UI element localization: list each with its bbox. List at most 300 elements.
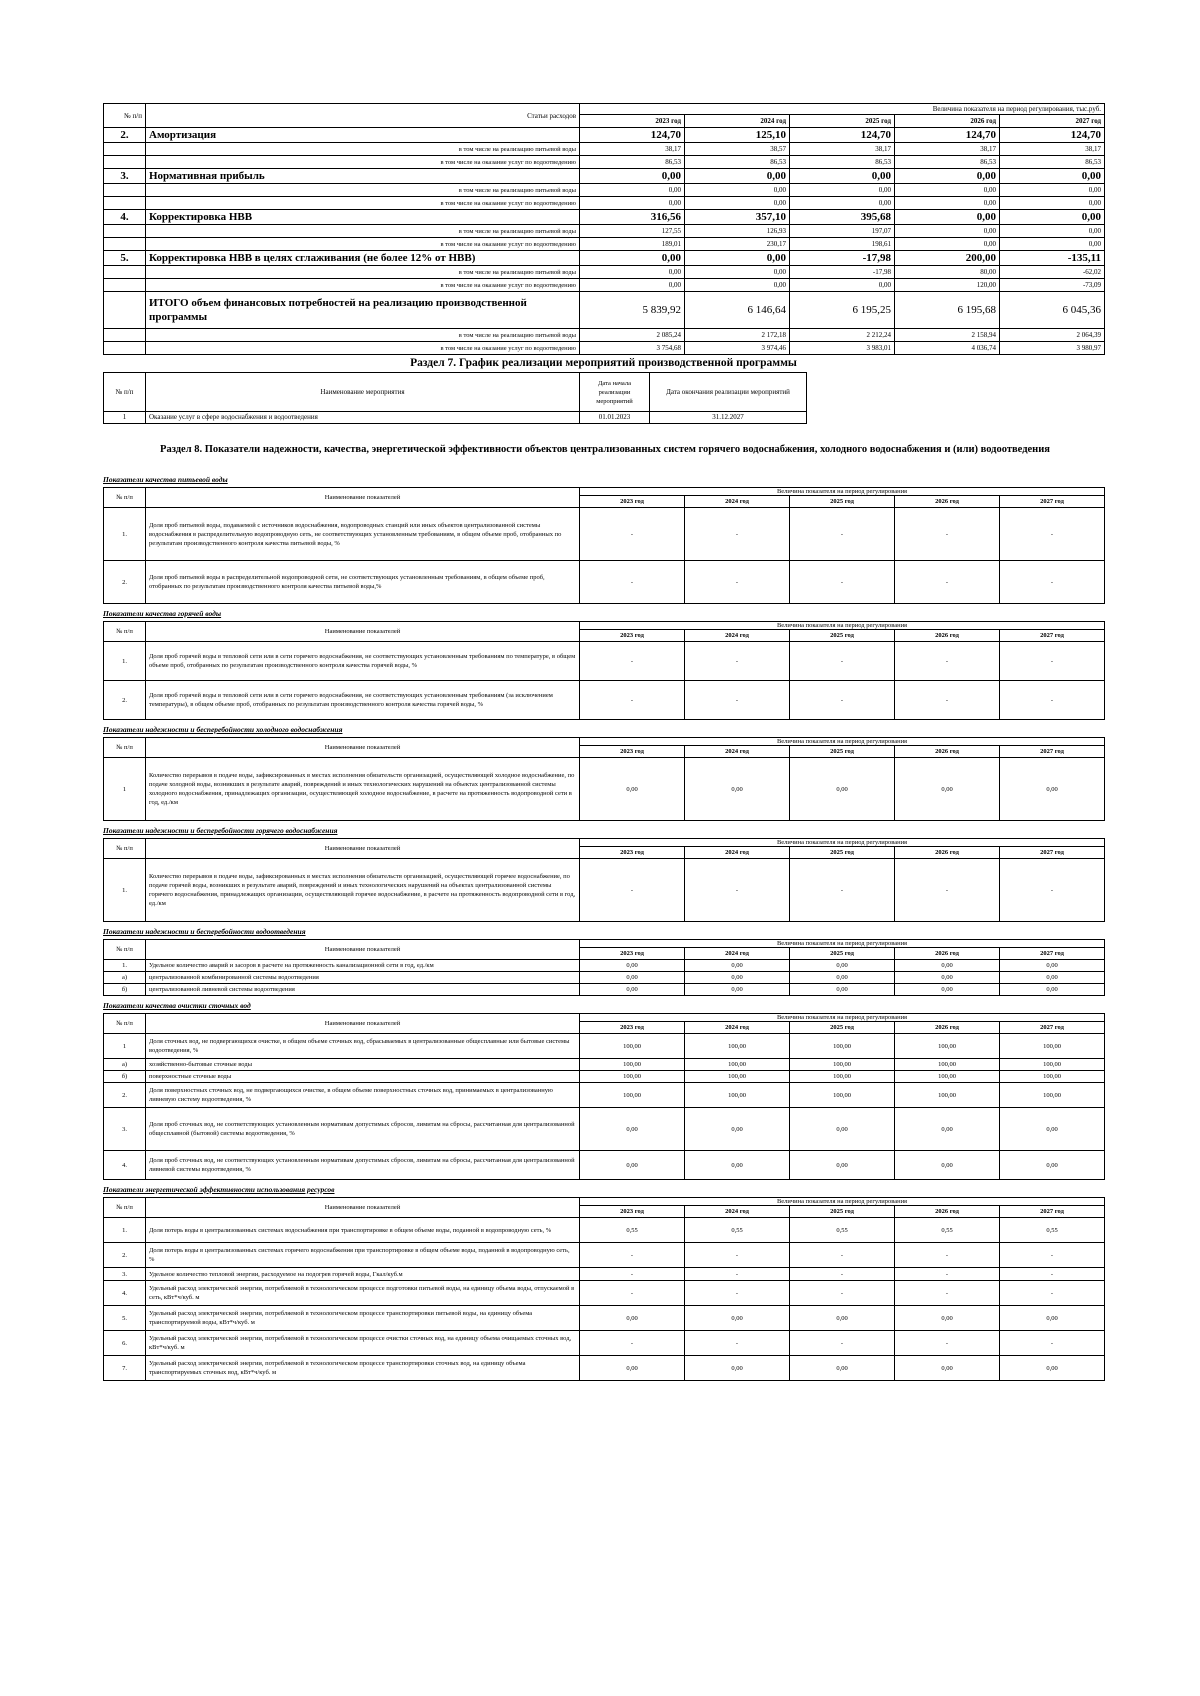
costs-row-value: 230,17 — [685, 238, 790, 251]
costs-header-name: Статьи расходов — [146, 104, 580, 128]
costs-row-value: 357,10 — [685, 210, 790, 225]
indicator-row-value: - — [580, 859, 685, 922]
indicator-row-name: Доля проб горячей воды в тепловой сети или в сети горячего водоснабжения, не соответствующих установленным требованиям (за исключением температуры), в общем объеме проб, отобранных по результатам производственного контроля качества горячей воды, % — [146, 681, 580, 720]
block-caption: Показатели надежности и бесперебойности горячего водоснабжения — [103, 826, 338, 835]
costs-row-value: 198,61 — [790, 238, 895, 251]
indicator-row-name: Доля проб питьевой воды, подаваемой с источников водоснабжения, водопроводных станций или иных объектов централизованной системы водоснабжения в распределительную водопроводную сеть, не соответствующих установленным требованиям, в общем объеме проб, отобранных по результатам производственного контроля качества питьевой воды, % — [146, 508, 580, 561]
costs-year: 2027 год — [1000, 115, 1105, 128]
costs-row-value: 2 064,39 — [1000, 329, 1105, 342]
costs-row-value: 2 212,24 — [790, 329, 895, 342]
costs-row-value: 6 045,36 — [1000, 292, 1105, 329]
indicator-row-value: - — [790, 1243, 895, 1268]
indicator-row-num: 1. — [104, 1218, 146, 1243]
costs-row-value: 0,00 — [895, 238, 1000, 251]
indicator-row-value: 0,00 — [685, 1151, 790, 1180]
indicator-year: 2027 год — [1000, 847, 1105, 859]
costs-row-name: в том числе на реализацию питьевой воды — [146, 184, 580, 197]
indicator-row-value: 100,00 — [580, 1034, 685, 1059]
schedule-header-num: № п/п — [104, 373, 146, 412]
indicator-row-value: 0,00 — [580, 758, 685, 821]
indicator-row — [104, 972, 1105, 984]
indicator-row-value: 100,00 — [1000, 1071, 1105, 1083]
indicator-row — [104, 960, 1105, 972]
costs-row-value: 3 754,68 — [580, 342, 685, 355]
costs-row — [104, 184, 1105, 197]
indicator-row-name: Доля сточных вод, не подвергающихся очистке, в общем объеме сточных вод, сбрасываемых в централизованные общесплавные или бытовые системы водоотведения, % — [146, 1034, 580, 1059]
indicator-row-name: Количество перерывов в подаче воды, зафиксированных в местах исполнения обязательств организацией, осуществляющей горячее водоснабжение, по подаче горячей воды, возникших в результате аварий, повреждений и иных технологических нарушений на объектах централизованной системы горячего водоснабжения, принадлежащих организации, осуществляющей горячее водоснабжение, в расчете на протяженность водопроводной сети в год, ед./км — [146, 859, 580, 922]
schedule-row — [104, 412, 807, 424]
costs-row-num — [104, 238, 146, 251]
indicator-row-name: централизованной комбинированной системы водоотведения — [146, 972, 580, 984]
indicator-row-value: - — [580, 1243, 685, 1268]
costs-row-num — [104, 329, 146, 342]
costs-row-value: 0,00 — [685, 197, 790, 210]
costs-row — [104, 210, 1105, 225]
indicator-row — [104, 758, 1105, 821]
indicator-row-num: 5. — [104, 1306, 146, 1331]
costs-row — [104, 169, 1105, 184]
costs-row-value: 0,00 — [1000, 238, 1105, 251]
indicator-row-value: - — [580, 681, 685, 720]
costs-row-value: 38,17 — [790, 143, 895, 156]
costs-header-num: № п/п — [104, 104, 146, 128]
costs-row-num — [104, 156, 146, 169]
costs-row-value: 3 974,46 — [685, 342, 790, 355]
indicator-header-num: № п/п — [104, 488, 146, 508]
indicator-row-value: 0,00 — [1000, 984, 1105, 996]
costs-row-name: ИТОГО объем финансовых потребностей на реализацию производственной программы — [146, 292, 580, 329]
costs-row-value: 0,00 — [1000, 210, 1105, 225]
section8-title: Раздел 8. Показатели надежности, качества, энергетической эффективности объектов централизованных систем горячего водоснабжения, холодного водоснабжения и (или) водоотведения — [160, 444, 1050, 455]
indicator-row-value: - — [790, 1268, 895, 1281]
indicator-row — [104, 1306, 1105, 1331]
indicator-header-num: № п/п — [104, 940, 146, 960]
indicator-row-value: 0,00 — [1000, 960, 1105, 972]
indicator-row — [104, 561, 1105, 604]
costs-row — [104, 251, 1105, 266]
indicator-row — [104, 1331, 1105, 1356]
indicator-row-name: хозяйственно-бытовые сточные воды — [146, 1059, 580, 1071]
indicator-row-value: 0,00 — [1000, 1306, 1105, 1331]
costs-row-name: в том числе на оказание услуг по водоотведению — [146, 342, 580, 355]
indicator-row-value: - — [895, 1268, 1000, 1281]
indicator-row-value: 100,00 — [685, 1071, 790, 1083]
costs-row-name: в том числе на реализацию питьевой воды — [146, 266, 580, 279]
costs-row-value: 127,55 — [580, 225, 685, 238]
costs-row-num — [104, 225, 146, 238]
indicator-row-num: б) — [104, 1071, 146, 1083]
indicator-row-num: 7. — [104, 1356, 146, 1381]
indicator-row-value: 0,00 — [580, 1108, 685, 1151]
indicator-year: 2027 год — [1000, 630, 1105, 642]
indicator-row-value: 100,00 — [790, 1071, 895, 1083]
indicator-row-value: - — [1000, 1243, 1105, 1268]
indicator-row-value: - — [1000, 1268, 1105, 1281]
costs-row-name: Амортизация — [146, 128, 580, 143]
costs-row-num — [104, 197, 146, 210]
costs-row-value: 86,53 — [895, 156, 1000, 169]
indicator-row-value: 100,00 — [685, 1034, 790, 1059]
indicator-row-num: 3. — [104, 1268, 146, 1281]
costs-row-name: Нормативная прибыль — [146, 169, 580, 184]
indicator-row-value: 0,00 — [1000, 1108, 1105, 1151]
costs-row — [104, 292, 1105, 329]
costs-table — [103, 103, 1105, 355]
indicator-row-name: централизованной ливневой системы водоотведения — [146, 984, 580, 996]
indicator-row-name: Удельное количество тепловой энергии, расходуемое на подогрев горячей воды, Гкал/куб.м — [146, 1268, 580, 1281]
costs-row-value: 0,00 — [685, 266, 790, 279]
costs-row-value: 0,00 — [895, 225, 1000, 238]
indicator-header-value: Величина показателя на период регулирования — [580, 738, 1105, 746]
costs-row-value: 6 195,68 — [895, 292, 1000, 329]
indicator-row — [104, 1243, 1105, 1268]
indicator-row-value: 0,00 — [790, 758, 895, 821]
indicator-row-name: поверхностные сточные воды — [146, 1071, 580, 1083]
indicator-row-value: 0,00 — [580, 984, 685, 996]
costs-row-value: 3 980,97 — [1000, 342, 1105, 355]
indicator-row-value: - — [790, 859, 895, 922]
schedule-header-start: Дата начала реализации мероприятий — [580, 373, 650, 412]
costs-row-value: 0,00 — [895, 169, 1000, 184]
costs-row-value: -73,09 — [1000, 279, 1105, 292]
indicator-row-value: 0,00 — [580, 1306, 685, 1331]
costs-row-value: 0,00 — [895, 197, 1000, 210]
indicator-year: 2027 год — [1000, 496, 1105, 508]
indicator-header-name: Наименование показателей — [146, 1014, 580, 1034]
indicator-row-value: - — [1000, 561, 1105, 604]
indicator-row-num: 1. — [104, 508, 146, 561]
indicator-row — [104, 1281, 1105, 1306]
indicator-row-value: - — [685, 859, 790, 922]
indicator-row-value: 100,00 — [895, 1034, 1000, 1059]
costs-row-num — [104, 266, 146, 279]
indicator-row-value: 100,00 — [580, 1083, 685, 1108]
costs-row-value: -17,98 — [790, 266, 895, 279]
indicator-row-value: 0,00 — [790, 1108, 895, 1151]
costs-row-value: -135,11 — [1000, 251, 1105, 266]
indicator-row-value: - — [790, 1281, 895, 1306]
indicator-row-name: Доля проб горячей воды в тепловой сети или в сети горячего водоснабжения, не соответствующих установленным требованиям по температуре, в общем объеме проб, отобранных по результатам производственного контроля качества горячей воды, % — [146, 642, 580, 681]
indicator-table — [103, 1013, 1105, 1180]
indicator-row — [104, 681, 1105, 720]
costs-row-value: 0,00 — [580, 169, 685, 184]
indicator-header-num: № п/п — [104, 738, 146, 758]
costs-row-value: 200,00 — [895, 251, 1000, 266]
indicator-row — [104, 1071, 1105, 1083]
indicator-row-value: - — [895, 508, 1000, 561]
indicator-row-value: - — [1000, 642, 1105, 681]
costs-row — [104, 329, 1105, 342]
indicator-row-num: 1. — [104, 960, 146, 972]
indicator-year: 2026 год — [895, 496, 1000, 508]
indicator-row-value: 0,00 — [895, 1306, 1000, 1331]
costs-row-value: 4 036,74 — [895, 342, 1000, 355]
indicator-row-value: - — [685, 508, 790, 561]
indicator-year: 2027 год — [1000, 948, 1105, 960]
costs-row-num: 4. — [104, 210, 146, 225]
indicator-year: 2024 год — [685, 1022, 790, 1034]
costs-row-num — [104, 143, 146, 156]
costs-row-value: 86,53 — [1000, 156, 1105, 169]
indicator-header-value: Величина показателя на период регулирования — [580, 839, 1105, 847]
indicator-row-name: Доля проб сточных вод, не соответствующих установленным нормативам допустимых сбросов, лимитам на сбросы, рассчитанная для централизованной общесплавной (бытовой) системы водоотведения, % — [146, 1108, 580, 1151]
indicator-row-value: - — [790, 508, 895, 561]
indicator-row-value: - — [895, 681, 1000, 720]
costs-row-name: в том числе на оказание услуг по водоотведению — [146, 279, 580, 292]
indicator-row-name: Удельный расход электрической энергии, потребляемой в технологическом процессе транспортировки сточных вод, на единицу объема транспортируемых сточных вод, кВт*ч/куб. м — [146, 1356, 580, 1381]
indicator-row-name: Удельное количество аварий и засоров в расчете на протяженность канализационной сети в год, ед./км — [146, 960, 580, 972]
indicator-row-value: 100,00 — [790, 1083, 895, 1108]
indicator-row-value: 100,00 — [1000, 1083, 1105, 1108]
indicator-header-name: Наименование показателей — [146, 839, 580, 859]
costs-row-value: 124,70 — [895, 128, 1000, 143]
indicator-year: 2024 год — [685, 630, 790, 642]
indicator-row-value: - — [580, 1331, 685, 1356]
indicator-table — [103, 939, 1105, 996]
indicator-header-value: Величина показателя на период регулирования — [580, 488, 1105, 496]
costs-year: 2024 год — [685, 115, 790, 128]
costs-year: 2025 год — [790, 115, 895, 128]
costs-row-value: 6 195,25 — [790, 292, 895, 329]
indicator-row-value: - — [790, 642, 895, 681]
indicator-row-name: Доля потерь воды в централизованных системах горячего водоснабжения при транспортировке в общем объеме воды, поданной в водопроводную сеть, % — [146, 1243, 580, 1268]
costs-row-name: в том числе на оказание услуг по водоотведению — [146, 156, 580, 169]
schedule-table — [103, 372, 807, 424]
costs-header-value: Величина показателя на период регулирования, тыс.руб. — [580, 104, 1105, 115]
costs-row — [104, 342, 1105, 355]
section7-title: Раздел 7. График реализации мероприятий производственной программы — [410, 357, 797, 369]
indicator-row-value: 0,55 — [895, 1218, 1000, 1243]
indicator-row-value: - — [790, 561, 895, 604]
costs-row-value: 395,68 — [790, 210, 895, 225]
costs-row — [104, 225, 1105, 238]
indicator-row-value: 0,00 — [895, 960, 1000, 972]
indicator-row — [104, 859, 1105, 922]
indicator-header-name: Наименование показателей — [146, 738, 580, 758]
indicator-header-num: № п/п — [104, 1198, 146, 1218]
costs-row-value: 0,00 — [1000, 197, 1105, 210]
indicator-row-value: 0,55 — [790, 1218, 895, 1243]
indicator-row-value: 0,00 — [685, 984, 790, 996]
block-caption: Показатели качества питьевой воды — [103, 475, 228, 484]
indicator-year: 2023 год — [580, 496, 685, 508]
indicator-row-name: Количество перерывов в подаче воды, зафиксированных в местах исполнения обязательств организацией, осуществляющей холодное водоснабжение, по подаче холодной воды, возникших в результате аварий, повреждений и иных технологических нарушений на объектах централизованной системы холодного водоснабжения, принадлежащих организации, осуществляющей холодное водоснабжение, в расчете на протяженность водопроводной сети в год, ед./км — [146, 758, 580, 821]
indicator-year: 2026 год — [895, 746, 1000, 758]
indicator-year: 2025 год — [790, 1206, 895, 1218]
indicator-row-name: Доля проб питьевой воды в распределительной водопроводной сети, не соответствующих установленным требованиям, в общем объеме проб, отобранных по результатам производственного контроля качества питьевой воды,% — [146, 561, 580, 604]
indicator-row-value: 0,00 — [895, 1151, 1000, 1180]
costs-row-value: 189,01 — [580, 238, 685, 251]
schedule-header-end: Дата окончания реализации мероприятий — [650, 373, 807, 412]
costs-row-num — [104, 184, 146, 197]
indicator-row-value: 0,55 — [580, 1218, 685, 1243]
costs-row — [104, 197, 1105, 210]
indicator-year: 2023 год — [580, 630, 685, 642]
indicator-row-value: - — [1000, 508, 1105, 561]
indicator-row-value: 0,00 — [580, 1151, 685, 1180]
indicator-table — [103, 1197, 1105, 1381]
indicator-row — [104, 508, 1105, 561]
indicator-row-num: 4. — [104, 1281, 146, 1306]
costs-row-value: 316,56 — [580, 210, 685, 225]
indicator-row-value: 100,00 — [790, 1059, 895, 1071]
indicator-year: 2024 год — [685, 746, 790, 758]
indicator-row — [104, 1151, 1105, 1180]
indicator-year: 2023 год — [580, 1022, 685, 1034]
costs-row-value: 0,00 — [790, 197, 895, 210]
indicator-header-value: Величина показателя на период регулирования — [580, 1014, 1105, 1022]
costs-row-value: 80,00 — [895, 266, 1000, 279]
indicator-row-value: 0,00 — [685, 972, 790, 984]
costs-row-value: 0,00 — [685, 251, 790, 266]
costs-row-value: 0,00 — [790, 184, 895, 197]
block-caption: Показатели качества очистки сточных вод — [103, 1001, 251, 1010]
indicator-row-value: 0,00 — [790, 984, 895, 996]
indicator-row-value: 0,00 — [1000, 972, 1105, 984]
indicator-row-value: 0,00 — [790, 1151, 895, 1180]
indicator-row-name: Удельный расход электрической энергии, потребляемой в технологическом процессе очистки сточных вод, на единицу объема очищаемых сточных вод, кВт*ч/куб. м — [146, 1331, 580, 1356]
costs-row-value: 0,00 — [580, 279, 685, 292]
costs-row-value: 0,00 — [1000, 225, 1105, 238]
indicator-table — [103, 838, 1105, 922]
indicator-row-value: 100,00 — [580, 1071, 685, 1083]
indicator-row-num: 1. — [104, 859, 146, 922]
costs-row-value: -17,98 — [790, 251, 895, 266]
indicator-row-value: 0,00 — [790, 1306, 895, 1331]
indicator-header-num: № п/п — [104, 622, 146, 642]
costs-row-value: 0,00 — [895, 210, 1000, 225]
indicator-row — [104, 984, 1105, 996]
indicator-row-num: б) — [104, 984, 146, 996]
indicator-table — [103, 737, 1105, 821]
indicator-row-num: 1. — [104, 642, 146, 681]
schedule-row-num: 1 — [104, 412, 146, 424]
costs-row-num: 5. — [104, 251, 146, 266]
indicator-row-value: - — [685, 1243, 790, 1268]
indicator-row-num: 3. — [104, 1108, 146, 1151]
costs-row-value: 197,07 — [790, 225, 895, 238]
costs-row-num: 3. — [104, 169, 146, 184]
costs-row-name: Корректировка НВВ — [146, 210, 580, 225]
indicator-header-name: Наименование показателей — [146, 940, 580, 960]
indicator-row-num: 2. — [104, 681, 146, 720]
indicator-year: 2025 год — [790, 746, 895, 758]
indicator-header-name: Наименование показателей — [146, 622, 580, 642]
costs-row — [104, 238, 1105, 251]
costs-year: 2026 год — [895, 115, 1000, 128]
indicator-row-value: 0,00 — [685, 1306, 790, 1331]
indicator-row-value: - — [685, 681, 790, 720]
indicator-row-value: 0,00 — [580, 972, 685, 984]
indicator-row-value: - — [1000, 859, 1105, 922]
indicator-row-value: 100,00 — [1000, 1034, 1105, 1059]
costs-row-value: 124,70 — [1000, 128, 1105, 143]
indicator-header-value: Величина показателя на период регулирования — [580, 1198, 1105, 1206]
costs-row — [104, 128, 1105, 143]
block-caption: Показатели энергетической эффективности использования ресурсов — [103, 1185, 335, 1194]
indicator-row-value: - — [685, 1281, 790, 1306]
indicator-row-name: Доля потерь воды в централизованных системах водоснабжения при транспортировке в общем объеме воды, поданной в водопроводную сеть, % — [146, 1218, 580, 1243]
costs-row — [104, 279, 1105, 292]
costs-row-value: 124,70 — [790, 128, 895, 143]
indicator-header-name: Наименование показателей — [146, 1198, 580, 1218]
indicator-year: 2023 год — [580, 746, 685, 758]
costs-row-value: 86,53 — [580, 156, 685, 169]
indicator-row-value: 100,00 — [685, 1059, 790, 1071]
indicator-row-value: - — [685, 1331, 790, 1356]
indicator-row-value: - — [580, 1281, 685, 1306]
indicator-row-value: - — [580, 642, 685, 681]
indicator-row-value: 100,00 — [895, 1071, 1000, 1083]
indicator-year: 2027 год — [1000, 746, 1105, 758]
indicator-row-value: 100,00 — [895, 1083, 1000, 1108]
schedule-row-end: 31.12.2027 — [650, 412, 807, 424]
indicator-year: 2025 год — [790, 496, 895, 508]
costs-row — [104, 143, 1105, 156]
block-caption: Показатели надежности и бесперебойности холодного водоснабжения — [103, 725, 343, 734]
schedule-row-start: 01.01.2023 — [580, 412, 650, 424]
costs-row-value: 86,53 — [790, 156, 895, 169]
costs-row-value: 0,00 — [1000, 169, 1105, 184]
indicator-row-value: 0,00 — [790, 1356, 895, 1381]
indicator-year: 2025 год — [790, 630, 895, 642]
costs-row-value: 0,00 — [580, 251, 685, 266]
indicator-row-value: 0,00 — [685, 758, 790, 821]
indicator-year: 2024 год — [685, 847, 790, 859]
indicator-row-value: 0,00 — [580, 1356, 685, 1381]
indicator-row-value: - — [790, 681, 895, 720]
indicator-row-value: 0,00 — [685, 960, 790, 972]
costs-row-value: 86,53 — [685, 156, 790, 169]
indicator-row-value: - — [580, 508, 685, 561]
indicator-row-value: 100,00 — [1000, 1059, 1105, 1071]
costs-row-value: 0,00 — [685, 184, 790, 197]
costs-row-value: 0,00 — [580, 184, 685, 197]
indicator-row-value: 0,00 — [1000, 1151, 1105, 1180]
costs-row-value: 126,93 — [685, 225, 790, 238]
indicator-row-value: - — [580, 561, 685, 604]
indicator-row-value: 0,00 — [895, 972, 1000, 984]
indicator-row-value: 100,00 — [895, 1059, 1000, 1071]
indicator-row-value: 0,00 — [895, 1108, 1000, 1151]
costs-row-value: 0,00 — [790, 279, 895, 292]
costs-row — [104, 156, 1105, 169]
indicator-row-value: 0,00 — [580, 960, 685, 972]
indicator-header-name: Наименование показателей — [146, 488, 580, 508]
indicator-row-num: а) — [104, 972, 146, 984]
indicator-year: 2023 год — [580, 1206, 685, 1218]
indicator-row-value: 0,55 — [1000, 1218, 1105, 1243]
indicator-row-value: 0,00 — [685, 1108, 790, 1151]
indicator-row-value: - — [895, 859, 1000, 922]
indicator-row — [104, 1218, 1105, 1243]
costs-row-num — [104, 342, 146, 355]
costs-row-value: 38,17 — [895, 143, 1000, 156]
costs-row-value: 0,00 — [790, 169, 895, 184]
indicator-row-num: 2. — [104, 1243, 146, 1268]
costs-row-value: 120,00 — [895, 279, 1000, 292]
costs-row-value: 38,17 — [580, 143, 685, 156]
indicator-year: 2024 год — [685, 496, 790, 508]
indicator-row-num: 1 — [104, 758, 146, 821]
indicator-row-value: 0,00 — [1000, 758, 1105, 821]
costs-row-value: 2 172,18 — [685, 329, 790, 342]
costs-row-value: 3 983,01 — [790, 342, 895, 355]
indicator-row — [104, 1083, 1105, 1108]
indicator-year: 2026 год — [895, 847, 1000, 859]
indicator-row-value: 100,00 — [580, 1059, 685, 1071]
costs-row-name: в том числе на реализацию питьевой воды — [146, 329, 580, 342]
